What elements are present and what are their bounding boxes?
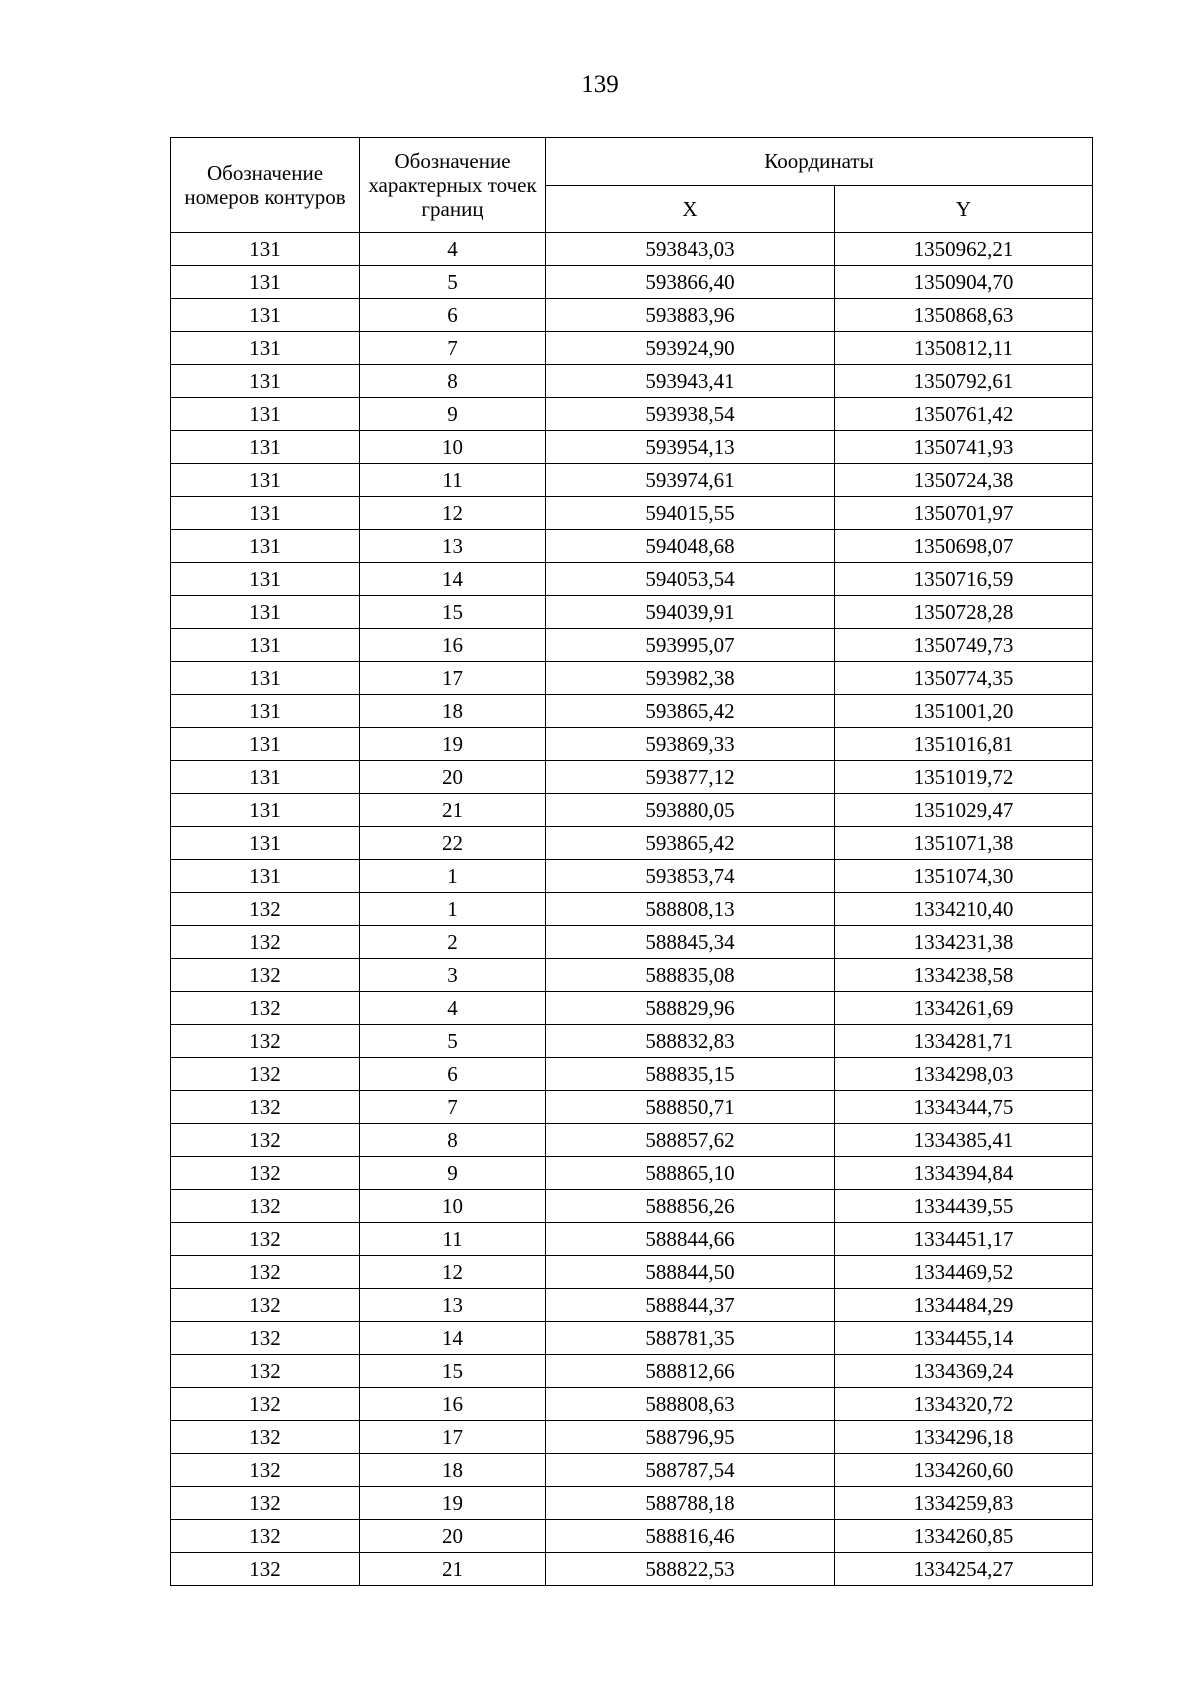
table-row: [171, 1289, 1093, 1322]
cell-y: 1334320,72: [835, 1388, 1093, 1421]
cell-y: 1334298,03: [835, 1058, 1093, 1091]
cell-contour-number: 131: [171, 860, 360, 893]
cell-contour-number: 131: [171, 629, 360, 662]
cell-contour-number: 132: [171, 1487, 360, 1520]
table-header: [171, 138, 1093, 233]
cell-x: 588865,10: [546, 1157, 835, 1190]
cell-y: 1350741,93: [835, 431, 1093, 464]
cell-y: 1334259,83: [835, 1487, 1093, 1520]
cell-point-number: 10: [360, 1190, 546, 1223]
cell-point-number: 16: [360, 1388, 546, 1421]
cell-contour-number: 131: [171, 728, 360, 761]
cell-x: 588822,53: [546, 1553, 835, 1586]
cell-x: 593954,13: [546, 431, 835, 464]
cell-y: 1334296,18: [835, 1421, 1093, 1454]
cell-x: 594039,91: [546, 596, 835, 629]
cell-point-number: 22: [360, 827, 546, 860]
cell-contour-number: 131: [171, 794, 360, 827]
table-row: [171, 860, 1093, 893]
table-row: [171, 233, 1093, 266]
cell-x: 588844,66: [546, 1223, 835, 1256]
cell-y: 1351016,81: [835, 728, 1093, 761]
cell-x: 593938,54: [546, 398, 835, 431]
cell-x: 593995,07: [546, 629, 835, 662]
cell-y: 1350812,11: [835, 332, 1093, 365]
cell-point-number: 5: [360, 266, 546, 299]
table-row: [171, 662, 1093, 695]
cell-y: 1350792,61: [835, 365, 1093, 398]
cell-y: 1351029,47: [835, 794, 1093, 827]
cell-x: 593924,90: [546, 332, 835, 365]
cell-point-number: 16: [360, 629, 546, 662]
cell-point-number: 1: [360, 860, 546, 893]
cell-contour-number: 131: [171, 332, 360, 365]
cell-contour-number: 131: [171, 530, 360, 563]
cell-point-number: 11: [360, 464, 546, 497]
table-row: [171, 1091, 1093, 1124]
cell-y: 1350904,70: [835, 266, 1093, 299]
cell-y: 1334451,17: [835, 1223, 1093, 1256]
cell-contour-number: 132: [171, 926, 360, 959]
cell-y: 1334469,52: [835, 1256, 1093, 1289]
cell-x: 588845,34: [546, 926, 835, 959]
table-row: [171, 431, 1093, 464]
cell-contour-number: 132: [171, 1025, 360, 1058]
cell-y: 1351071,38: [835, 827, 1093, 860]
cell-contour-number: 132: [171, 992, 360, 1025]
cell-point-number: 19: [360, 1487, 546, 1520]
cell-contour-number: 131: [171, 761, 360, 794]
cell-x: 588835,15: [546, 1058, 835, 1091]
cell-y: 1334210,40: [835, 893, 1093, 926]
cell-point-number: 6: [360, 299, 546, 332]
cell-x: 593869,33: [546, 728, 835, 761]
cell-point-number: 10: [360, 431, 546, 464]
cell-y: 1334260,85: [835, 1520, 1093, 1553]
cell-point-number: 19: [360, 728, 546, 761]
table-row: [171, 629, 1093, 662]
cell-contour-number: 131: [171, 464, 360, 497]
cell-x: 588856,26: [546, 1190, 835, 1223]
cell-y: 1334394,84: [835, 1157, 1093, 1190]
cell-contour-number: 131: [171, 233, 360, 266]
table-row: [171, 992, 1093, 1025]
cell-y: 1350868,63: [835, 299, 1093, 332]
table-row: [171, 1058, 1093, 1091]
table-row: [171, 1487, 1093, 1520]
table-row: [171, 596, 1093, 629]
cell-point-number: 13: [360, 1289, 546, 1322]
cell-y: 1334344,75: [835, 1091, 1093, 1124]
cell-contour-number: 132: [171, 1553, 360, 1586]
cell-contour-number: 131: [171, 299, 360, 332]
table-row: [171, 497, 1093, 530]
table-row: [171, 332, 1093, 365]
cell-contour-number: 132: [171, 1421, 360, 1454]
cell-point-number: 5: [360, 1025, 546, 1058]
table-row: [171, 365, 1093, 398]
cell-y: 1350716,59: [835, 563, 1093, 596]
cell-contour-number: 131: [171, 827, 360, 860]
cell-contour-number: 132: [171, 1388, 360, 1421]
cell-x: 593883,96: [546, 299, 835, 332]
header-x: X: [546, 185, 835, 233]
cell-point-number: 13: [360, 530, 546, 563]
table-row: [171, 1025, 1093, 1058]
cell-point-number: 2: [360, 926, 546, 959]
cell-x: 594053,54: [546, 563, 835, 596]
cell-point-number: 9: [360, 1157, 546, 1190]
cell-x: 588812,66: [546, 1355, 835, 1388]
cell-y: 1350774,35: [835, 662, 1093, 695]
table-row: [171, 398, 1093, 431]
table-row: [171, 530, 1093, 563]
cell-y: 1334385,41: [835, 1124, 1093, 1157]
header-coordinates: Координаты: [546, 138, 1093, 186]
header-y: Y: [835, 185, 1093, 233]
cell-point-number: 20: [360, 1520, 546, 1553]
cell-point-number: 8: [360, 1124, 546, 1157]
cell-point-number: 21: [360, 1553, 546, 1586]
cell-x: 593974,61: [546, 464, 835, 497]
cell-y: 1350761,42: [835, 398, 1093, 431]
cell-point-number: 15: [360, 596, 546, 629]
header-boundary-points: Обозначение характерных точек границ: [360, 138, 546, 233]
table-row: [171, 1388, 1093, 1421]
cell-point-number: 7: [360, 1091, 546, 1124]
cell-x: 594015,55: [546, 497, 835, 530]
cell-contour-number: 132: [171, 1322, 360, 1355]
cell-x: 588829,96: [546, 992, 835, 1025]
cell-point-number: 14: [360, 563, 546, 596]
cell-y: 1334254,27: [835, 1553, 1093, 1586]
cell-point-number: 4: [360, 992, 546, 1025]
table-row: [171, 266, 1093, 299]
cell-y: 1350749,73: [835, 629, 1093, 662]
cell-x: 593982,38: [546, 662, 835, 695]
cell-x: 588796,95: [546, 1421, 835, 1454]
cell-contour-number: 132: [171, 1091, 360, 1124]
cell-y: 1334231,38: [835, 926, 1093, 959]
cell-point-number: 20: [360, 761, 546, 794]
cell-y: 1350728,28: [835, 596, 1093, 629]
table-row: [171, 563, 1093, 596]
cell-contour-number: 131: [171, 596, 360, 629]
table-row: [171, 1223, 1093, 1256]
cell-x: 588787,54: [546, 1454, 835, 1487]
cell-contour-number: 132: [171, 959, 360, 992]
cell-y: 1334238,58: [835, 959, 1093, 992]
cell-point-number: 12: [360, 1256, 546, 1289]
cell-y: 1351074,30: [835, 860, 1093, 893]
table-row: [171, 827, 1093, 860]
table-row: [171, 1256, 1093, 1289]
table-row: [171, 926, 1093, 959]
coordinates-table: [170, 137, 1093, 1586]
cell-x: 588816,46: [546, 1520, 835, 1553]
cell-contour-number: 131: [171, 497, 360, 530]
cell-contour-number: 131: [171, 563, 360, 596]
cell-point-number: 18: [360, 1454, 546, 1487]
cell-point-number: 11: [360, 1223, 546, 1256]
cell-contour-number: 131: [171, 431, 360, 464]
cell-contour-number: 132: [171, 1223, 360, 1256]
table-row: [171, 1520, 1093, 1553]
table-row: [171, 1157, 1093, 1190]
page-number: 139: [581, 71, 619, 98]
cell-point-number: 8: [360, 365, 546, 398]
cell-contour-number: 132: [171, 1454, 360, 1487]
cell-point-number: 7: [360, 332, 546, 365]
table-row: [171, 1190, 1093, 1223]
cell-contour-number: 132: [171, 1355, 360, 1388]
cell-y: 1334281,71: [835, 1025, 1093, 1058]
cell-contour-number: 131: [171, 662, 360, 695]
table-row: [171, 1355, 1093, 1388]
cell-contour-number: 131: [171, 695, 360, 728]
cell-x: 593877,12: [546, 761, 835, 794]
cell-x: 594048,68: [546, 530, 835, 563]
table-row: [171, 464, 1093, 497]
cell-point-number: 9: [360, 398, 546, 431]
table-row: [171, 959, 1093, 992]
cell-x: 593943,41: [546, 365, 835, 398]
cell-point-number: 17: [360, 1421, 546, 1454]
cell-point-number: 4: [360, 233, 546, 266]
table-body: [171, 233, 1093, 1586]
cell-x: 588857,62: [546, 1124, 835, 1157]
cell-y: 1334261,69: [835, 992, 1093, 1025]
table-row: [171, 1124, 1093, 1157]
cell-x: 593865,42: [546, 827, 835, 860]
cell-x: 588832,83: [546, 1025, 835, 1058]
table-row: [171, 893, 1093, 926]
cell-x: 588808,63: [546, 1388, 835, 1421]
cell-x: 593853,74: [546, 860, 835, 893]
cell-point-number: 3: [360, 959, 546, 992]
cell-point-number: 6: [360, 1058, 546, 1091]
cell-x: 593865,42: [546, 695, 835, 728]
header-contour-numbers: Обозначение номеров контуров: [171, 138, 360, 233]
cell-point-number: 15: [360, 1355, 546, 1388]
cell-y: 1334369,24: [835, 1355, 1093, 1388]
cell-contour-number: 131: [171, 398, 360, 431]
cell-x: 588850,71: [546, 1091, 835, 1124]
table-row: [171, 1553, 1093, 1586]
cell-x: 588788,18: [546, 1487, 835, 1520]
cell-contour-number: 132: [171, 893, 360, 926]
table-row: [171, 1421, 1093, 1454]
cell-y: 1350724,38: [835, 464, 1093, 497]
cell-y: 1351001,20: [835, 695, 1093, 728]
cell-y: 1334260,60: [835, 1454, 1093, 1487]
cell-x: 593843,03: [546, 233, 835, 266]
cell-x: 588835,08: [546, 959, 835, 992]
cell-y: 1350701,97: [835, 497, 1093, 530]
cell-contour-number: 132: [171, 1520, 360, 1553]
cell-y: 1334455,14: [835, 1322, 1093, 1355]
cell-x: 593880,05: [546, 794, 835, 827]
cell-x: 588844,37: [546, 1289, 835, 1322]
table-row: [171, 1454, 1093, 1487]
cell-point-number: 1: [360, 893, 546, 926]
cell-x: 588808,13: [546, 893, 835, 926]
cell-point-number: 21: [360, 794, 546, 827]
cell-contour-number: 132: [171, 1157, 360, 1190]
table-row: [171, 794, 1093, 827]
table-row: [171, 695, 1093, 728]
cell-point-number: 17: [360, 662, 546, 695]
table-row: [171, 761, 1093, 794]
cell-x: 588781,35: [546, 1322, 835, 1355]
cell-contour-number: 132: [171, 1124, 360, 1157]
cell-x: 593866,40: [546, 266, 835, 299]
cell-y: 1351019,72: [835, 761, 1093, 794]
cell-contour-number: 131: [171, 266, 360, 299]
cell-point-number: 18: [360, 695, 546, 728]
cell-contour-number: 132: [171, 1256, 360, 1289]
table-row: [171, 728, 1093, 761]
cell-y: 1350698,07: [835, 530, 1093, 563]
cell-y: 1350962,21: [835, 233, 1093, 266]
cell-y: 1334484,29: [835, 1289, 1093, 1322]
cell-point-number: 12: [360, 497, 546, 530]
cell-y: 1334439,55: [835, 1190, 1093, 1223]
cell-contour-number: 131: [171, 365, 360, 398]
cell-x: 588844,50: [546, 1256, 835, 1289]
table-row: [171, 1322, 1093, 1355]
cell-contour-number: 132: [171, 1190, 360, 1223]
cell-contour-number: 132: [171, 1058, 360, 1091]
table-row: [171, 299, 1093, 332]
cell-contour-number: 132: [171, 1289, 360, 1322]
cell-point-number: 14: [360, 1322, 546, 1355]
